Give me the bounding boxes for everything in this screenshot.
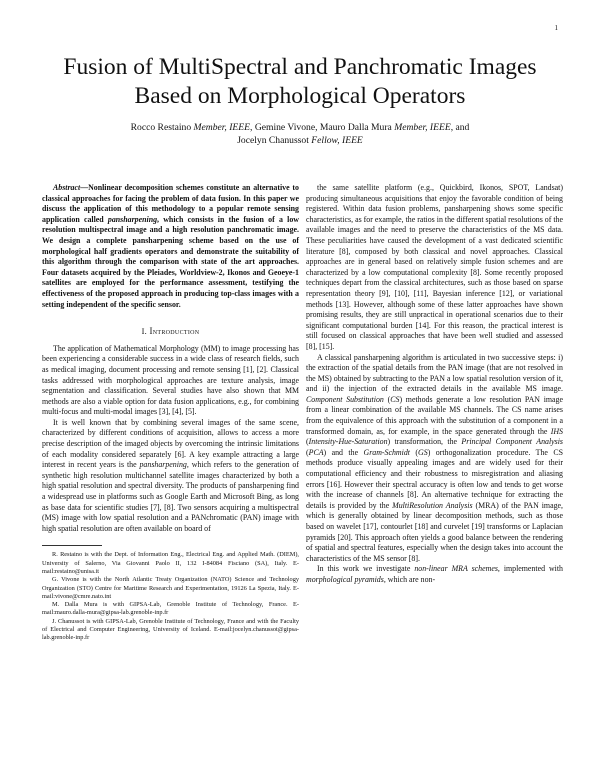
- author-role: Fellow, IEEE: [311, 135, 363, 146]
- author-separator: , and: [450, 122, 470, 133]
- text-run: the same satellite platform (e.g., Quickbird, Ikonos, SPOT, Landsat) producing simultaneous acquisitions that enjoy the favorable condition of being registered. Within data fusion problems, pansharpening shows some specific characteristics, as for example, the ratios in the different spatial resolutions of the available images and the need to preserve the characteristics of the MS data. These peculiarities have caused the development of a vast dedicated scientific literature [8], composed by both classical and novel approaches. Classical approaches are in general based on relatively simple fusion schemes and are characterized by a low computational complexity [8]. Some recently proposed techniques depart from the classical architectures, such as those based on sparse representation theory [9], [10], [11], Bayesian inference [12], or variational methods [13]. However, although some of these latter approaches have shown promising results, they are still unpractical in operational scenarios due to their significant computational burden [14]. For this reason, the practical interest is still focused on classical approaches that have been well studied and assessed [8], [15].: [306, 183, 563, 351]
- text-run: (: [306, 437, 309, 447]
- author-name: Jocelyn Chanussot: [237, 135, 312, 146]
- abstract-label: Abstract: [53, 183, 81, 192]
- author-line: [60, 121, 540, 134]
- text-run: ) orthogonalization procedure. The CS methods produce visually appealing images and are widely used for their computational efficiency and their robustness to misregistration and aliasing errors [16]. However their spectral accuracy is often low and tends to get worse with the increase of channels [8]. An alternative technique for extracting the details is provided by the: [306, 447, 563, 510]
- paragraph: [306, 564, 563, 585]
- text-run: ) methods generate a low resolution PAN image from a linear combination of the available MS channels. The CS name arises from the equivalence of this approach with the substitution of a component in a transformed domain, as, for example, in the space generated through the: [306, 394, 563, 436]
- text-run: , which are non-: [383, 574, 436, 584]
- paragraph: [42, 418, 299, 535]
- footnote: J. Chanussot is with GIPSA-Lab, Grenoble Institute of Technology, France and with the Faculty of Electrical and Computer Engineering, University of Iceland. E-mail:jocelyn.chanussot@gipsa-lab.grenoble-inp.fr: [42, 617, 299, 642]
- abstract-dash: —: [80, 183, 89, 192]
- paper-title: Fusion of MultiSpectral and Panchromatic Images Based on Morphological Operators: [63, 54, 537, 109]
- author-name: Rocco Restaino: [130, 122, 194, 133]
- paragraph: [306, 183, 563, 353]
- emphasized-text: pansharpening: [139, 460, 187, 470]
- emphasized-text: Intensity-Hue-Saturation: [308, 437, 388, 447]
- text-run: (: [383, 394, 391, 404]
- text-run: (: [306, 447, 309, 457]
- text-run: , which consists in the fusion of a low resolution multispectral image and a high resolution panchromatic image. We design a complete pansharpening scheme based on the use of morphological half gradients operators and demonstrate the suitability of this algorithm through the comparison with state of the art approaches. Four datasets acquired by the Pleiades, Worldview-2, Ikonos and Geoeye-1 satellites are employed for the performance assessment, testifying the effectiveness of the proposed approach in producing top-class images with a setting independent of the specific sensor.: [42, 214, 299, 309]
- section-title: Introduction: [149, 326, 200, 337]
- text-run: Nonlinear decomposition schemes constitute an alternative to classical approaches for facing the problem of data fusion. In this paper we discuss the application of this methodology to a popular remote sensing application called: [42, 183, 299, 224]
- text-run: , which refers to the generation of synthetic high resolution multichannel satellite images characterized by both a high spatial resolution and spectral diversity. The products of pansharpening find a widespread use in platforms such as Google Earth and Microsoft Bing, as long as base data for scientific studies [7], [8]. Two sensors acquiring a multispectral (MS) image with low spatial resolution and a PANchromatic (PAN) image with high spatial resolution are often available on board of: [42, 460, 299, 533]
- emphasized-text: MultiResolution Analysis: [392, 500, 473, 510]
- author-list: [60, 121, 540, 147]
- text-run: A classical pansharpening algorithm is articulated in two successive steps: i) the extraction of the spatial details from the PAN image (that are not resolved in the MS) obtained by subtracting to the PAN a low spatial resolution version of it, and ii) the injection of the extracted details in the available MS image.: [306, 352, 563, 394]
- left-column: [42, 183, 299, 643]
- text-run: In this work we investigate: [317, 564, 415, 574]
- emphasized-text: non-linear MRA schemes: [414, 564, 498, 574]
- text-run: ) transformation, the: [387, 437, 462, 447]
- emphasized-text: CS: [390, 394, 400, 404]
- page-number: 1: [554, 24, 558, 32]
- emphasized-text: Component Substitution: [306, 394, 384, 404]
- author-name: Mauro Dalla Mura: [319, 122, 395, 133]
- abstract-text: [42, 183, 299, 309]
- text-run: (MRA) of the PAN image, which is generally obtained by linear decomposition methods, such as those based on wavelet [17], contourlet [18] and curvelet [19] transforms or Laplacian pyramids [20]. This approach often yields a good balance between the rendering of spatial and spectral features, especially when the design takes into account the characteristics of the MS sensor [8].: [306, 500, 563, 563]
- author-name: Gemine Vivone: [254, 122, 316, 133]
- footnote: M. Dalla Mura is with GIPSA-Lab, Grenoble Institute of Technology, France. E-mail:mauro.dalla-mura@gipsa-lab.grenoble-inp.fr: [42, 601, 299, 617]
- author-separator: ,: [250, 122, 255, 133]
- footnote-rule: [42, 545, 102, 546]
- footnotes: [42, 551, 299, 642]
- paragraph: [306, 353, 563, 565]
- abstract: [42, 183, 299, 310]
- left-body-text: [42, 344, 299, 535]
- author-separator: ,: [315, 122, 320, 133]
- text-run: , implemented with: [497, 564, 563, 574]
- author-role: Member, IEEE: [193, 122, 251, 133]
- text-run: It is well known that by combining several images of the same scene, characterized by different conditions of acquisition, allows to access a more precise description of the imaged objects by overcoming the intrinsic limitations of each modality considered separately [6]. A key example attracting a large interest in recent years is the: [42, 417, 299, 470]
- section-number: I.: [141, 327, 148, 337]
- right-body-text: [306, 183, 563, 586]
- emphasized-text: pansharpening: [107, 214, 158, 224]
- emphasized-text: Gram-Schmidt: [363, 447, 410, 457]
- text-run: ) and the: [323, 447, 364, 457]
- section-heading: [42, 326, 299, 338]
- emphasized-text: IHS: [550, 426, 563, 436]
- emphasized-text: GS: [418, 447, 428, 457]
- text-run: The application of Mathematical Morphology (MM) to image processing has been experiencing a considerable success in a wide class of research fields, such as medical imaging, document processing and remote sensing [1], [2]. Classical tasks addressed with morphological approaches are texture analysis, image segmentation and classification. Several studies have also shown that MM methods are also a viable option for data fusion applications, e.g., for combining multi-focus and multi-modal images [3], [4], [5].: [42, 343, 299, 417]
- emphasized-text: Principal Component Analysis: [461, 437, 563, 447]
- author-role: Member, IEEE: [394, 122, 451, 133]
- footnote: R. Restaino is with the Dept. of Information Eng., Electrical Eng. and Applied Math. (DIEM), University of Salerno, Via Giovanni Paolo II, 132 I-84084 Fisciano (SA), Italy. E-mail:restaino@unisa.it: [42, 551, 299, 575]
- emphasized-text: PCA: [308, 447, 324, 457]
- emphasized-text: morphological pyramids: [306, 574, 384, 584]
- author-line: [60, 134, 540, 147]
- text-run: (: [409, 447, 419, 457]
- paragraph: [42, 344, 299, 418]
- footnote: G. Vivone is with the North Atlantic Treaty Organization (NATO) Science and Technology Organization (STO) Centre for Maritime Research and Experimentation, 19126 La Spezia, Italy. E-mail:vivone@cmre.nato.int: [42, 576, 299, 600]
- right-column: [306, 183, 563, 586]
